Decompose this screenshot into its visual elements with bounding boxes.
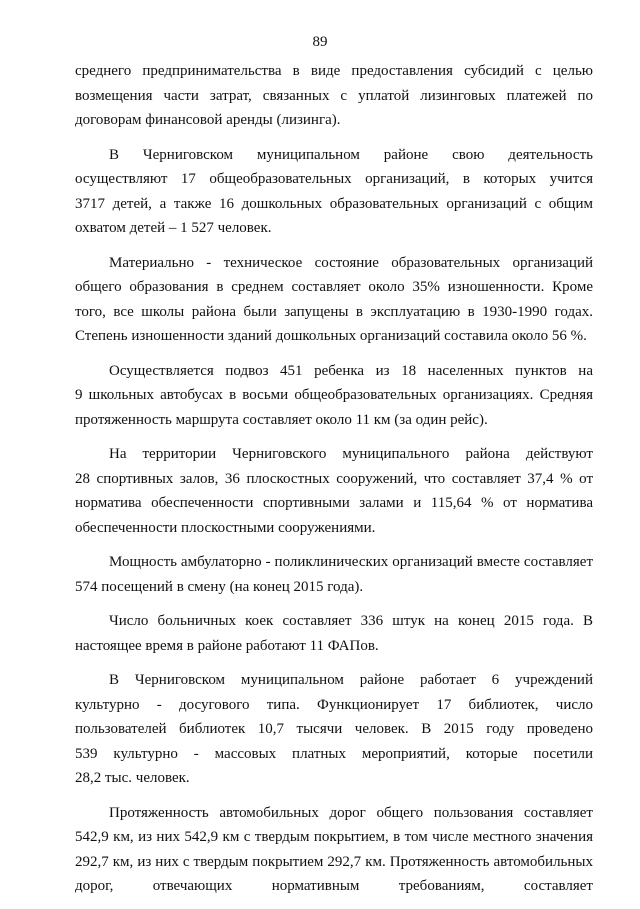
text-line: договорам финансовой аренды (лизинга). — [75, 112, 341, 128]
text-line: норматива обеспеченности спортивными залами и 115,64 % от норматива — [75, 495, 593, 511]
text-line: Осуществляется подвоз 451 ребенка из 18 населенных пунктов на — [109, 362, 593, 379]
text-line: дорог, отвечающих нормативным требованиям, составляет — [75, 878, 593, 894]
text-line: В Черниговском муниципальном районе работает 6 учреждений — [109, 672, 593, 688]
paragraph — [75, 668, 593, 791]
text-line: того, все школы района были запущены в эксплуатацию в 1930-1990 годах. — [75, 303, 593, 320]
text-line: 28 спортивных залов, 36 плоскостных сооружений, что составляет 37,4 % от — [75, 470, 593, 487]
text-line: общего образования в среднем составляет около 35% изношенности. Кроме — [75, 279, 593, 295]
text-line: 542,9 км, из них 542,9 км с твердым покрытием, в том числе местного значения — [75, 829, 593, 845]
paragraph — [75, 801, 593, 899]
text-line: Число больничных коек составляет 336 штук на конец 2015 года. В — [109, 613, 593, 629]
paragraph — [75, 143, 593, 241]
text-line: Протяженность автомобильных дорог общего пользования составляет — [109, 804, 593, 821]
text-line: 574 посещений в смену (на конец 2015 года). — [75, 578, 364, 595]
text-line: На территории Черниговского муниципального района действуют — [109, 446, 593, 462]
paragraph — [75, 359, 593, 433]
text-line: возмещения части затрат, связанных с уплатой лизинговых платежей по — [75, 87, 593, 104]
text-line: охватом детей – 1 527 человек. — [75, 220, 272, 236]
text-line: Мощность амбулаторно - поликлинических организаций вместе составляет — [109, 554, 593, 570]
paragraph — [75, 251, 593, 349]
text-line: 28,2 тыс. человек. — [75, 770, 190, 786]
text-line: 3717 детей, а также 16 дошкольных образовательных организаций с общим — [75, 195, 593, 212]
text-line: Степень изношенности зданий дошкольных организаций составила около 56 %. — [75, 328, 587, 344]
text-line: Материально - техническое состояние образовательных организаций — [109, 254, 593, 271]
paragraph — [75, 442, 593, 540]
text-line: 9 школьных автобусах в восьми общеобразовательных организациях. Средняя — [75, 387, 593, 403]
paragraph — [75, 609, 593, 658]
text-line: 539 культурно - массовых платных мероприятий, которые посетили — [75, 745, 593, 762]
text-line: культурно - досугового типа. Функционирует 17 библиотек, число — [75, 696, 593, 713]
paragraph — [75, 550, 593, 599]
paragraph — [75, 59, 593, 133]
text-line: осуществляют 17 общеобразовательных организаций, в которых учится — [75, 171, 593, 187]
page-number: 89 — [312, 34, 328, 50]
text-line: обеспеченности плоскостными сооружениями. — [75, 519, 376, 536]
document-body — [75, 59, 593, 909]
text-line: протяженность маршрута составляет около 11 км (за один рейс). — [75, 411, 488, 428]
text-line: 292,7 км, из них с твердым покрытием 292,7 км. Протяженность автомобильных — [75, 853, 593, 870]
text-line: среднего предпринимательства в виде предоставления субсидий с целью — [75, 63, 593, 79]
text-line: настоящее время в районе работают 11 ФАПов. — [75, 637, 379, 654]
text-line: В Черниговском муниципальном районе свою деятельность — [109, 146, 593, 163]
text-line: пользователей библиотек 10,7 тысячи человек. В 2015 году проведено — [75, 721, 593, 737]
